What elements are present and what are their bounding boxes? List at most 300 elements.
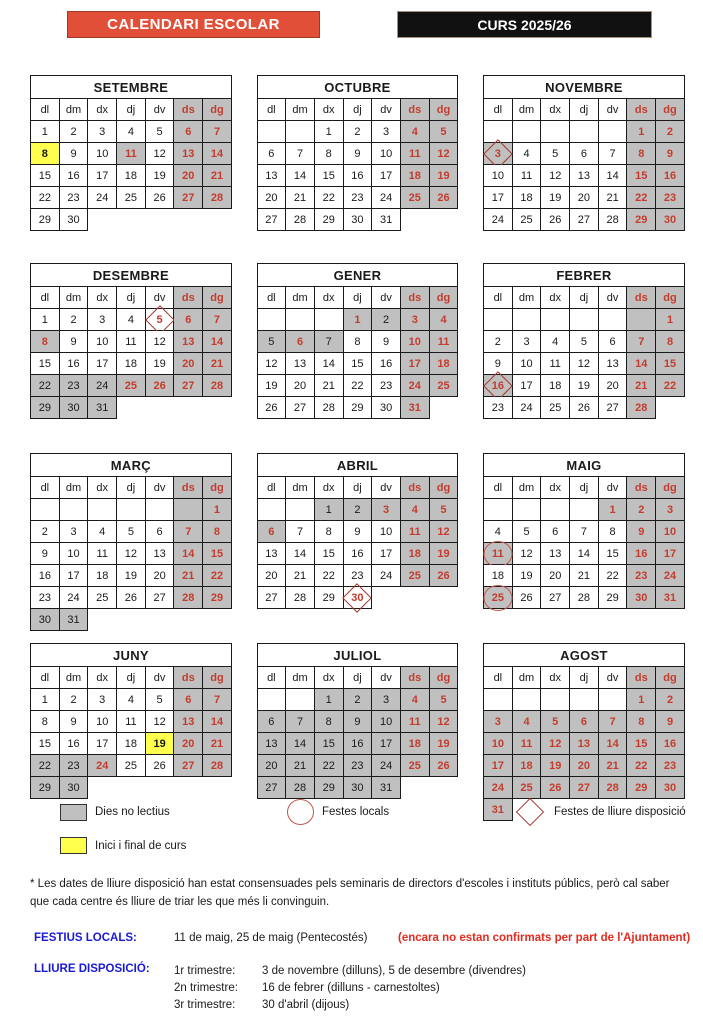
day-number: 2 — [638, 503, 645, 516]
empty-cell — [570, 309, 599, 331]
day-number: 14 — [210, 335, 224, 348]
empty-cell — [570, 121, 599, 143]
day-cell — [88, 375, 117, 397]
day-cell — [203, 375, 232, 397]
day-cell — [512, 733, 541, 755]
day-number: 21 — [210, 737, 224, 750]
day-number: 29 — [210, 591, 224, 604]
day-number: 22 — [663, 379, 677, 392]
day-header: dg — [203, 667, 232, 689]
day-header: dx — [88, 287, 117, 309]
day-number: 30 — [663, 781, 677, 794]
month-calendar — [30, 453, 232, 631]
day-number: 5 — [440, 503, 447, 516]
day-number: 24 — [491, 213, 504, 226]
empty-cell — [541, 309, 570, 331]
day-header: ds — [174, 287, 203, 309]
day-number: 24 — [379, 191, 393, 204]
day-cell — [343, 521, 372, 543]
day-cell — [598, 499, 627, 521]
day-number: 29 — [351, 401, 364, 414]
day-number: 3 — [383, 693, 390, 706]
day-number: 21 — [293, 569, 307, 582]
day-number: 8 — [609, 525, 616, 538]
day-cell — [598, 397, 627, 419]
legend-label: Festes locals — [322, 806, 390, 818]
day-cell — [372, 121, 401, 143]
day-number: 8 — [354, 335, 361, 348]
empty-cell — [88, 499, 117, 521]
day-number: 26 — [437, 191, 450, 204]
day-cell — [598, 331, 627, 353]
day-cell — [59, 187, 88, 209]
day-header: dg — [656, 99, 685, 121]
day-cell — [484, 733, 513, 755]
day-number: 19 — [437, 169, 450, 182]
day-cell — [286, 543, 315, 565]
day-header: dg — [203, 477, 232, 499]
day-cell — [174, 689, 203, 711]
day-cell — [59, 309, 88, 331]
day-number: 31 — [379, 781, 393, 794]
day-number: 28 — [210, 379, 224, 392]
day-header: dv — [598, 477, 627, 499]
day-cell — [343, 165, 372, 187]
day-number: 15 — [351, 357, 364, 370]
day-number: 6 — [580, 147, 587, 160]
day-cell — [598, 711, 627, 733]
trimester-label: 2n trimestre: — [174, 982, 238, 994]
day-number: 26 — [265, 401, 278, 414]
empty-cell — [31, 499, 60, 521]
day-cell — [343, 397, 372, 419]
legend-label: Inici i final de curs — [95, 839, 187, 852]
day-number: 5 — [523, 525, 530, 538]
day-cell — [627, 121, 656, 143]
day-number: 30 — [38, 613, 51, 626]
day-cell — [400, 755, 429, 777]
day-cell — [570, 165, 599, 187]
day-cell — [541, 755, 570, 777]
day-cell — [372, 499, 401, 521]
day-number: 19 — [520, 569, 533, 582]
day-cell — [627, 565, 656, 587]
day-number: 24 — [408, 379, 421, 392]
day-cell — [145, 121, 174, 143]
empty-cell — [598, 309, 627, 331]
day-cell — [203, 187, 232, 209]
day-number: 28 — [606, 781, 619, 794]
day-number: 29 — [38, 781, 51, 794]
day-cell — [145, 543, 174, 565]
day-number: 8 — [213, 525, 221, 538]
empty-cell — [512, 689, 541, 711]
day-cell — [372, 397, 401, 419]
day-number: 24 — [491, 781, 504, 794]
day-cell — [203, 353, 232, 375]
day-cell — [484, 711, 513, 733]
day-cell — [372, 331, 401, 353]
day-number: 10 — [379, 147, 393, 160]
day-number: 15 — [635, 169, 648, 182]
day-cell — [484, 165, 513, 187]
month-calendar — [30, 263, 232, 419]
day-number: 1 — [41, 125, 48, 138]
day-number: 7 — [296, 715, 304, 728]
day-number: 13 — [182, 715, 195, 728]
day-number: 12 — [437, 525, 450, 538]
trimester-label: 1r trimestre: — [174, 965, 236, 977]
day-header: dj — [343, 667, 372, 689]
day-header: dg — [429, 667, 458, 689]
day-number: 5 — [440, 125, 447, 138]
day-cell — [343, 755, 372, 777]
day-header: dm — [512, 99, 541, 121]
day-cell — [257, 521, 286, 543]
day-number: 7 — [609, 147, 616, 160]
day-number: 27 — [577, 213, 591, 226]
day-cell — [59, 397, 88, 419]
day-number: 16 — [351, 737, 364, 750]
day-cell — [400, 353, 429, 375]
day-header: dj — [570, 667, 599, 689]
month-title: MARÇ — [31, 454, 232, 477]
day-cell — [484, 543, 513, 565]
day-number: 21 — [182, 569, 195, 582]
day-cell — [117, 521, 146, 543]
day-number: 3 — [70, 525, 77, 538]
day-cell — [88, 543, 117, 565]
course-badge: CURS 2025/26 — [397, 11, 652, 38]
empty-cell — [117, 499, 146, 521]
day-number: 20 — [153, 569, 166, 582]
day-cell — [541, 565, 570, 587]
empty-cell — [314, 309, 343, 331]
day-number: 26 — [124, 591, 138, 604]
day-cell — [372, 209, 401, 231]
day-cell — [31, 209, 60, 231]
day-cell — [541, 209, 570, 231]
day-number: 18 — [408, 547, 421, 560]
day-number: 16 — [351, 547, 364, 560]
day-number: 26 — [437, 569, 450, 582]
day-number: 23 — [38, 591, 51, 604]
day-number: 24 — [96, 379, 109, 392]
day-cell — [31, 609, 60, 631]
day-cell — [570, 711, 599, 733]
day-number: 21 — [293, 759, 307, 772]
day-number: 29 — [322, 591, 335, 604]
day-cell — [31, 543, 60, 565]
day-cell — [174, 375, 203, 397]
day-number: 19 — [577, 379, 591, 392]
day-number: 18 — [96, 569, 109, 582]
day-number: 16 — [67, 169, 80, 182]
day-cell — [174, 121, 203, 143]
day-number: 20 — [293, 379, 307, 392]
day-number: 9 — [70, 147, 77, 160]
day-number: 5 — [552, 715, 559, 728]
day-cell — [314, 143, 343, 165]
day-number: 30 — [351, 213, 364, 226]
day-number: 6 — [580, 715, 587, 728]
day-header: dl — [257, 477, 286, 499]
day-number: 3 — [99, 125, 106, 138]
day-number: 3 — [99, 693, 106, 706]
day-number: 10 — [520, 357, 533, 370]
day-number: 14 — [210, 147, 224, 160]
empty-cell — [145, 499, 174, 521]
day-cell — [203, 543, 232, 565]
day-number: 21 — [577, 569, 591, 582]
day-number: 25 — [520, 781, 533, 794]
day-number: 12 — [520, 547, 533, 560]
day-number: 31 — [491, 803, 504, 816]
day-number: 31 — [663, 591, 677, 604]
day-header: dg — [656, 477, 685, 499]
day-cell — [88, 565, 117, 587]
day-number: 2 — [70, 693, 77, 706]
day-cell — [541, 375, 570, 397]
day-number: 13 — [577, 737, 591, 750]
day-number: 29 — [322, 781, 335, 794]
day-cell — [88, 121, 117, 143]
day-cell — [656, 755, 685, 777]
day-number: 17 — [96, 357, 109, 370]
day-cell — [314, 375, 343, 397]
day-cell — [203, 733, 232, 755]
day-cell — [656, 209, 685, 231]
day-cell — [174, 755, 203, 777]
day-cell — [627, 165, 656, 187]
day-number: 15 — [606, 547, 619, 560]
day-cell — [484, 187, 513, 209]
day-number: 13 — [293, 357, 307, 370]
day-number: 26 — [437, 759, 450, 772]
day-cell — [627, 755, 656, 777]
day-cell — [203, 331, 232, 353]
day-cell — [88, 397, 117, 419]
day-header: dj — [570, 287, 599, 309]
festius-locals-dates: 11 de maig, 25 de maig (Pentecostés) — [174, 932, 368, 944]
day-header: ds — [627, 287, 656, 309]
day-cell — [598, 755, 627, 777]
day-cell — [59, 609, 88, 631]
day-cell — [656, 375, 685, 397]
lliure-disposicio-section — [34, 963, 526, 1014]
day-number: 23 — [379, 379, 393, 392]
day-number: 4 — [494, 525, 501, 538]
day-cell — [257, 543, 286, 565]
day-cell — [286, 353, 315, 375]
day-cell — [286, 165, 315, 187]
day-cell — [59, 777, 88, 799]
day-cell — [429, 165, 458, 187]
day-number: 5 — [440, 693, 447, 706]
day-cell — [627, 353, 656, 375]
day-cell — [372, 187, 401, 209]
day-number: 28 — [606, 213, 619, 226]
day-cell — [627, 499, 656, 521]
day-number: 7 — [325, 335, 332, 348]
day-cell — [598, 375, 627, 397]
day-number: 11 — [520, 169, 533, 182]
legend-label: Festes de lliure disposició — [554, 806, 686, 818]
day-number: 23 — [351, 569, 364, 582]
day-cell — [31, 689, 60, 711]
day-cell — [203, 309, 232, 331]
day-cell — [570, 565, 599, 587]
day-cell — [627, 777, 656, 799]
day-cell — [541, 187, 570, 209]
day-header: dj — [117, 287, 146, 309]
day-number: 17 — [408, 357, 421, 370]
day-number: 10 — [663, 525, 677, 538]
day-number: 28 — [293, 591, 307, 604]
day-number: 8 — [666, 335, 674, 348]
month-calendar — [257, 643, 459, 799]
day-header: dj — [117, 99, 146, 121]
day-number: 17 — [96, 737, 109, 750]
day-header: dj — [117, 667, 146, 689]
day-cell — [598, 143, 627, 165]
day-cell — [400, 689, 429, 711]
day-number: 17 — [379, 547, 393, 560]
day-cell — [484, 587, 513, 609]
day-number: 25 — [408, 759, 421, 772]
day-cell — [145, 755, 174, 777]
empty-cell — [286, 309, 315, 331]
day-number: 8 — [41, 147, 48, 160]
day-cell — [88, 587, 117, 609]
day-cell — [400, 521, 429, 543]
day-number: 12 — [153, 715, 166, 728]
day-number: 4 — [440, 313, 447, 326]
day-cell — [59, 689, 88, 711]
day-number: 11 — [125, 715, 137, 728]
day-number: 1 — [213, 503, 221, 516]
day-number: 16 — [663, 737, 677, 750]
day-cell — [314, 397, 343, 419]
day-number: 10 — [379, 715, 393, 728]
day-number: 4 — [552, 335, 559, 348]
month-calendar — [257, 453, 459, 609]
day-cell — [174, 165, 203, 187]
day-number: 19 — [265, 379, 278, 392]
day-number: 3 — [383, 125, 390, 138]
day-cell — [286, 331, 315, 353]
day-cell — [31, 777, 60, 799]
day-number: 16 — [67, 737, 80, 750]
day-cell — [656, 521, 685, 543]
day-cell — [286, 397, 315, 419]
day-cell — [429, 353, 458, 375]
day-cell — [429, 733, 458, 755]
day-number: 14 — [606, 169, 619, 182]
day-cell — [174, 309, 203, 331]
day-number: 17 — [491, 191, 504, 204]
month-title: MAIG — [484, 454, 685, 477]
day-number: 9 — [638, 525, 645, 538]
day-number: 4 — [411, 693, 418, 706]
day-number: 27 — [182, 191, 195, 204]
day-cell — [31, 397, 60, 419]
day-number: 30 — [67, 781, 80, 794]
day-header: dg — [429, 477, 458, 499]
day-number: 25 — [408, 569, 421, 582]
day-cell — [541, 165, 570, 187]
day-cell — [145, 309, 174, 331]
day-header: ds — [627, 99, 656, 121]
day-header: dm — [512, 667, 541, 689]
trimester-dates: 16 de febrer (dilluns - carnestoltes) — [262, 982, 440, 994]
day-number: 22 — [606, 569, 619, 582]
day-cell — [400, 543, 429, 565]
day-cell — [174, 587, 203, 609]
day-cell — [512, 397, 541, 419]
day-number: 20 — [182, 169, 195, 182]
trimester-row — [174, 997, 526, 1014]
lliure-disposicio-label: LLIURE DISPOSICIÓ: — [34, 963, 150, 975]
day-header: dm — [59, 99, 88, 121]
empty-cell — [484, 121, 513, 143]
month-title: ABRIL — [257, 454, 458, 477]
day-number: 17 — [96, 169, 109, 182]
day-number: 1 — [638, 125, 645, 138]
day-number: 10 — [379, 525, 393, 538]
day-number: 18 — [491, 569, 504, 582]
day-cell — [59, 375, 88, 397]
day-number: 2 — [354, 693, 361, 706]
day-number: 17 — [67, 569, 80, 582]
day-cell — [429, 543, 458, 565]
day-number: 27 — [606, 401, 619, 414]
day-number: 6 — [268, 525, 275, 538]
day-number: 24 — [520, 401, 533, 414]
day-number: 1 — [41, 693, 48, 706]
day-cell — [145, 143, 174, 165]
day-cell — [314, 209, 343, 231]
day-number: 26 — [153, 759, 166, 772]
day-cell — [541, 711, 570, 733]
day-header: dx — [88, 477, 117, 499]
day-number: 3 — [666, 503, 674, 516]
day-number: 16 — [635, 547, 648, 560]
day-number: 8 — [41, 715, 48, 728]
day-number: 13 — [265, 737, 278, 750]
day-cell — [429, 689, 458, 711]
day-cell — [429, 331, 458, 353]
day-cell — [656, 565, 685, 587]
day-number: 1 — [638, 693, 645, 706]
day-cell — [145, 689, 174, 711]
day-cell — [429, 375, 458, 397]
day-cell — [372, 375, 401, 397]
empty-cell — [598, 121, 627, 143]
day-cell — [145, 375, 174, 397]
day-number: 30 — [351, 781, 364, 794]
day-cell — [257, 397, 286, 419]
day-number: 6 — [268, 715, 275, 728]
day-number: 3 — [411, 313, 418, 326]
day-number: 13 — [606, 357, 619, 370]
day-number: 9 — [70, 335, 77, 348]
day-number: 25 — [437, 379, 450, 392]
day-cell — [429, 499, 458, 521]
day-cell — [598, 543, 627, 565]
day-number: 6 — [296, 335, 304, 348]
day-header: ds — [400, 667, 429, 689]
